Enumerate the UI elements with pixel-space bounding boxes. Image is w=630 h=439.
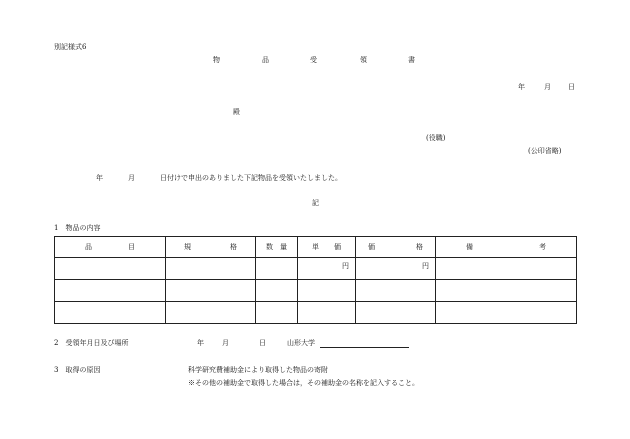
title-char: 受	[310, 56, 317, 64]
receipt-month: 月	[222, 339, 229, 347]
statement-month: 月	[128, 174, 135, 182]
receipt-day: 日	[259, 339, 266, 347]
yen-unit: 円	[342, 262, 349, 270]
cell-spec	[166, 302, 256, 324]
column-header-item: 品 目	[55, 237, 166, 258]
acquisition-note: ※その他の補助金で取得した場合は，その補助金の名称を記入すること。	[188, 379, 419, 387]
table-row	[55, 280, 577, 302]
statement-year: 年	[96, 174, 103, 182]
title-char: 品	[262, 56, 269, 64]
section2-heading: 2 受領年月日及び場所	[54, 339, 129, 347]
cell-item	[55, 258, 166, 280]
form-number: 別記様式6	[54, 43, 87, 51]
receipt-year: 年	[197, 339, 204, 347]
cell-price	[356, 302, 436, 324]
cell-item	[55, 280, 166, 302]
table-row	[55, 258, 577, 280]
cell-remarks	[436, 280, 577, 302]
cell-remarks	[436, 258, 577, 280]
title-char: 書	[408, 56, 415, 64]
table-row	[55, 302, 577, 324]
section3-heading: 3 取得の原因	[54, 366, 101, 374]
cell-quantity	[256, 302, 298, 324]
section1-heading: 1 物品の内容	[54, 224, 101, 232]
date-month: 月	[544, 83, 551, 91]
statement-text: 日付けで申出のありました下記物品を受領いたしました。	[160, 174, 342, 182]
place-underline	[320, 347, 409, 348]
cell-unit-price	[298, 280, 356, 302]
title-char: 領	[360, 56, 367, 64]
column-header-unit-price: 単 価	[298, 237, 356, 258]
column-header-quantity: 数 量	[256, 237, 298, 258]
cell-quantity	[256, 258, 298, 280]
seal-omitted: (公印省略)	[528, 147, 562, 155]
yen-unit: 円	[422, 262, 429, 270]
title-char: 物	[213, 56, 220, 64]
column-header-remarks: 備 考	[436, 237, 577, 258]
cell-unit-price	[298, 258, 356, 280]
document-title	[0, 57, 630, 67]
cell-item	[55, 302, 166, 324]
addressee-honorific: 殿	[233, 108, 240, 116]
items-table	[54, 236, 577, 324]
receipt-place: 山形大学	[287, 339, 315, 347]
date-year: 年	[518, 83, 525, 91]
cell-spec	[166, 258, 256, 280]
column-header-spec: 規 格	[166, 237, 256, 258]
column-header-price: 価 格	[356, 237, 436, 258]
ki-heading: 記	[312, 199, 319, 207]
cell-price	[356, 258, 436, 280]
cell-quantity	[256, 280, 298, 302]
cell-price	[356, 280, 436, 302]
acquisition-reason: 科学研究費補助金により取得した物品の寄附	[188, 366, 328, 374]
cell-remarks	[436, 302, 577, 324]
date-day: 日	[568, 83, 575, 91]
signer-position: (役職)	[426, 134, 446, 142]
cell-spec	[166, 280, 256, 302]
table-header-row	[55, 237, 577, 258]
cell-unit-price	[298, 302, 356, 324]
